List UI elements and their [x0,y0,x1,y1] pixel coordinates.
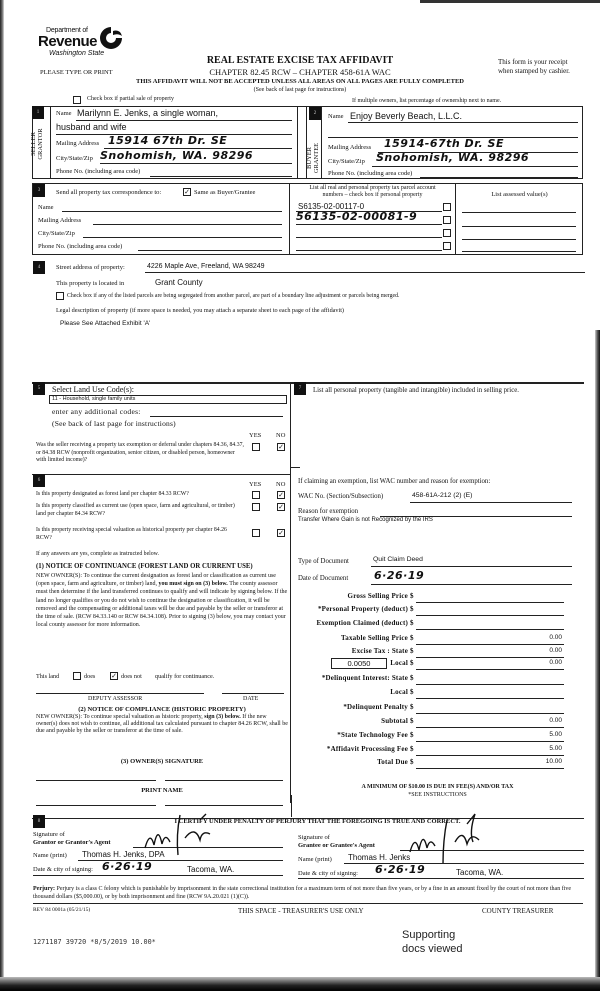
fee-label: Exemption Claimed (deduct) [316,619,408,627]
land-use-select[interactable]: 11 - Household, single family units [49,395,287,404]
doc-date-label: Date of Document [298,575,349,582]
section-1-badge: 1 [32,106,44,119]
section-5-yes-header: YES [249,432,262,439]
parcel-personal-checkbox-3[interactable] [443,229,451,237]
dollar-sign: $ [410,674,414,682]
buyer-name-field[interactable]: Enjoy Beverly Beach, L.L.C. [350,111,463,121]
grantee-signature-scribble [405,812,495,867]
notice-compliance-text-a: NEW OWNER(S): To continue special valuation as historic property, [36,714,205,720]
minimum-due-note: A MINIMUM OF $10.00 IS DUE IN FEE(S) AND/OR TAX [361,784,514,790]
logo-line1: Department of [46,27,88,34]
print-name-label: PRINT NAME [141,787,183,794]
assessed-value-3[interactable] [462,239,576,240]
does-label: does [84,673,96,680]
exemption-yes-checkbox[interactable] [252,443,260,451]
scan-edge-left [0,0,4,991]
section-2-badge: 2 [309,107,321,120]
seller-city-field[interactable]: Snohomish, WA. 98296 [100,149,254,162]
dollar-sign: $ [410,731,414,739]
county-field[interactable]: Grant County [155,278,203,287]
parcel-header-line2: numbers – check box if personal property [322,192,423,198]
section-5-badge: 5 [33,382,45,395]
seller-label-divider [50,106,51,179]
assessor-date-line[interactable] [222,693,284,694]
buyer-city-line [372,166,578,167]
treasurer-stamp: 1271187 39720 *8/5/2019 10.00* [33,938,156,946]
left-column-border [290,383,291,803]
section-5-no-header: NO [276,432,286,439]
reason-field[interactable]: Transfer Where Gain is not Recognized by the IRS [298,517,433,523]
dollar-sign: $ [410,592,414,600]
owner-signature-line-2[interactable] [165,780,283,781]
assessed-value-2[interactable] [462,226,576,227]
buyer-name-label: Name [328,113,344,120]
doc-type-line [371,566,572,567]
reason-label: Reason for exemption [298,508,359,515]
section-7-top-line [290,382,584,384]
perjury-notice [33,885,578,901]
county-treasurer-label: COUNTY TREASURER [482,907,554,915]
buyer-city-field[interactable]: Snohomish, WA. 98296 [376,151,530,164]
seller-city-label: City/State/Zip [56,155,93,162]
wac-line [410,502,572,503]
notice-compliance-text-bold: sign (3) below. [204,714,241,720]
deputy-assessor-signature-line[interactable] [36,693,204,694]
notice-continuance-title: (1) NOTICE OF CONTINUANCE (FOREST LAND OR CURRENT USE) [36,563,253,570]
parcel-personal-checkbox-2[interactable] [443,216,451,224]
dollar-sign: $ [410,703,414,711]
segregated-parcels-checkbox[interactable] [56,292,64,300]
doc-type-label: Type of Document [298,558,349,565]
section-3-badge: 3 [33,184,45,197]
fee-value[interactable] [416,619,564,630]
footer-divider [33,903,583,904]
seller-name-field[interactable]: Marilynn E. Jenks, a single woman, [77,108,219,118]
street-address-label: Street address of property: [56,264,125,271]
section-6-yes-header: YES [249,481,262,488]
additional-codes-field[interactable] [150,416,283,417]
dor-swirl-logo-icon [98,25,124,51]
correspondence-mailing-label: Mailing Address [38,217,82,224]
seller-phone-label: Phone No. (including area code) [56,168,141,175]
exemption-no-checkbox[interactable]: ✓ [278,443,284,451]
grantee-date-field[interactable]: 6·26·19 [375,863,426,876]
fee-row-exemption-claimed [300,619,580,631]
perjury-text: Perjury is a class C felony which is punishable by imprisonment in the state correctional institution for a maximum term of not more than five years, or by a fine in an amount fixed by the court of not more than five thousand dollars ($5,000.00), or by both imprisonment and fine (RCW 9A.20.021 (1)(C)). [33,886,572,900]
segregated-parcels-label: Check box if any of the listed parcels are being segregated from another parcel, are part of a boundary line adjustment or parcels being merged. [67,293,400,299]
correspondence-name-label: Name [38,204,54,211]
dollar-sign: $ [410,688,414,696]
grantee-label: GRANTEE [313,142,320,174]
this-land-label: This land [36,673,60,680]
forest-land-no-checkbox[interactable]: ✓ [278,491,284,499]
scan-edge-right [595,330,600,991]
does-not-qualify-checkbox[interactable]: ✓ [111,672,117,680]
forest-land-question: Is this property designated as forest land per chapter 84.33 RCW? [36,491,189,497]
send-correspondence-label: Send all property tax correspondence to: [56,189,162,196]
parcel-number-2[interactable]: 56135-02-00081-9 [296,210,418,223]
forest-land-yes-checkbox[interactable] [252,491,260,499]
notice-continuance-text-a: NEW OWNER(S): To continue the current designation as forest land or classification as current use (open space, farm and agriculture, or timber) land, [36,573,276,588]
section-6-badge: 6 [33,474,45,487]
fee-label: *State Technology Fee [337,731,408,739]
notice-continuance-body [36,572,288,629]
buyer-phone-field[interactable] [420,177,578,178]
personal-property-label: List all personal property (tangible and intangible) included in selling price. [313,387,519,394]
supporting-docs-stamp-2: docs viewed [402,943,463,955]
current-use-question: Is this property classified as current use (open space, farm and agricultural, or timber) land per chapter 84.34 RCW? [36,503,235,517]
seller-label: SELLER [30,132,37,156]
same-as-buyer-label: Same as Buyer/Grantee [194,189,256,196]
fee-value[interactable]: 0.00 [416,647,564,658]
additional-codes-label: enter any additional codes: [52,407,141,416]
scan-edge-bottom [0,977,600,991]
fee-label: *Affidavit Processing Fee [326,745,408,753]
fee-label: Taxable Selling Price [341,634,408,642]
fee-row-delinquent-interest-local [300,688,580,700]
logo-line3: Washington State [49,50,105,57]
historical-no-checkbox[interactable]: ✓ [278,529,284,537]
dollar-sign: $ [410,619,414,627]
section-8-badge: 8 [33,815,45,828]
grantor-date-field[interactable]: 6·26·19 [102,860,153,873]
parcel-personal-checkbox-4[interactable] [443,242,451,250]
doc-date-line [371,584,572,585]
doc-date-field[interactable]: 6·26·19 [374,569,425,582]
scan-edge-top [420,0,600,3]
assessed-value-1[interactable] [462,212,576,213]
correspondence-phone-field[interactable] [138,250,282,251]
legal-description-field[interactable]: Please See Attached Exhibit 'A' [60,320,151,327]
parcel-number-1[interactable]: S6135-02-00117-0 [298,202,365,211]
doc-type-field[interactable]: Quit Claim Deed [373,556,423,563]
fee-row-total-due [300,758,580,770]
grantor-name-label: Name (print) [33,852,67,859]
see-instructions-note: *SEE INSTRUCTIONS [408,792,467,798]
historical-question: Is this property receiving special valuation as historical property per chapter 84.26 RCW? [36,527,227,541]
seller-name-field-2[interactable]: husband and wife [56,122,127,132]
if-yes-note: If any answers are yes, complete as instructed below. [36,551,159,557]
correspondence-city-field[interactable] [83,237,282,238]
correspondence-phone-label: Phone No. (including area code) [38,243,123,250]
historical-yes-checkbox[interactable] [252,529,260,537]
buyer-label: BUYER [306,146,313,170]
fee-value[interactable] [416,674,564,685]
multiple-owners-note: If multiple owners, list percentage of ownership next to name. [352,98,502,104]
correspondence-mailing-field[interactable] [93,224,282,225]
logo-line2: Revenue [38,33,98,50]
owner-signature-label: (3) OWNER(S) SIGNATURE [120,758,204,765]
seller-name-label: Name [56,110,72,117]
section-5-see-back: (See back of last page for instructions) [52,419,176,428]
grantor-signature-label-1: Signature of [33,831,65,838]
local-rate-box[interactable]: 0.0050 [331,658,387,669]
grantee-name-label: Name (print) [298,856,332,863]
fee-row-excise-tax-local [300,659,580,671]
fee-label: *Personal Property (deduct) [317,605,408,613]
dollar-sign: $ [410,745,414,753]
form-title: REAL ESTATE EXCISE TAX AFFIDAVIT [206,55,394,66]
parcel-line-4[interactable] [296,250,442,251]
fee-row-affidavit-processing-fee [300,745,580,757]
buyer-side-label [306,138,322,178]
current-use-no-checkbox[interactable]: ✓ [278,503,284,511]
fee-value[interactable]: 10.00 [416,758,564,769]
fee-label: Total Due [377,758,408,766]
street-address-field[interactable]: 4226 Maple Ave, Freeland, WA 98249 [147,263,265,270]
partial-sale-label: Check box if partial sale of property [87,96,174,102]
fee-row-state-technology-fee [300,731,580,743]
section-5-top-line [32,382,290,384]
fee-value[interactable] [416,605,564,616]
parcel-line-3[interactable] [296,237,442,238]
fee-value[interactable]: 5.00 [416,731,564,742]
buyer-city-label: City/State/Zip [328,158,365,165]
print-name-line-2[interactable] [165,805,283,806]
section-1-2-divider [297,106,298,179]
seller-mailing-label: Mailing Address [56,140,100,147]
buyer-phone-label: Phone No. (including area code) [328,170,413,177]
grantee-city-field[interactable]: Tacoma, WA. [456,868,504,877]
see-back-note: (See back of last page for instructions) [253,87,347,93]
grantor-date-label: Date & city of signing: [33,866,93,873]
section-7-badge: 7 [294,382,306,395]
partial-sale-checkbox[interactable] [73,96,81,104]
print-name-line-1[interactable] [36,805,156,806]
fee-label: Subtotal [381,717,408,725]
form-subtitle: CHAPTER 82.45 RCW – CHAPTER 458-61A WAC [209,67,391,77]
grantee-date-label: Date & city of signing: [298,870,358,877]
buyer-mailing-label: Mailing Address [328,144,372,151]
dollar-sign: $ [410,758,414,766]
seller-city-line [100,163,292,164]
grantor-date-line [33,875,283,876]
buyer-mailing-field[interactable]: 15914-67th Dr. SE [384,137,504,150]
supporting-docs-stamp-1: Supporting [402,929,456,941]
exemption-question: Was the seller receiving a property tax exemption or deferral under chapters 84.36, 84.37, or 84.38 RCW (nonprofit organization, senior citizen, or disabled person, homeowner with limited income)? [36,442,244,463]
parcel-header [290,185,455,199]
correspondence-city-label: City/State/Zip [38,230,75,237]
grantor-signature-label-2: Grantor or Grantor's Agent [33,839,111,846]
parcel-line-2 [296,224,442,225]
grantor-label: GRANTOR [37,128,44,160]
fee-row-gross-selling-price [300,592,580,604]
treasurer-space-label: THIS SPACE - TREASURER'S USE ONLY [238,907,364,915]
grantee-signature-label-2: Grantee or Grantee's Agent [298,842,375,849]
qualify-label: qualify for continuance. [155,673,215,680]
fee-value[interactable] [416,703,564,714]
notice-continuance-text-bold: you must sign on (3) below. [158,581,228,588]
dor-logo [38,27,133,61]
fee-label: Local [390,688,408,696]
seller-phone-field[interactable] [150,176,292,177]
fee-row-subtotal [300,717,580,729]
notice-compliance-title: (2) NOTICE OF COMPLIANCE (HISTORIC PROPERTY) [78,706,246,713]
notice-compliance-body [36,714,288,736]
dollar-sign: $ [410,647,414,655]
owner-signature-line-1[interactable] [36,780,156,781]
receipt-note-2: when stamped by cashier. [498,67,570,75]
grantor-name-field[interactable]: Thomas H. Jenks, DPA [82,850,165,859]
grantee-name-field[interactable]: Thomas H. Jenks [348,853,411,862]
dollar-sign: $ [410,659,414,667]
seller-name-line [76,120,292,121]
legal-description-label: Legal description of property (if more space is needed, you may attach a separate sheet to each page of the affidavit) [56,307,344,314]
grantee-signature-label-1: Signature of [298,834,330,841]
county-label: This property is located in [56,280,125,287]
certify-statement: I CERTIFY UNDER PENALTY OF PERJURY THAT THE FOREGOING IS TRUE AND CORRECT. [174,818,461,825]
fee-row-taxable-selling-price [300,634,580,646]
fee-value[interactable]: 0.00 [416,717,564,728]
street-address-line [145,272,585,273]
wac-label: WAC No. (Section/Subsection) [298,493,384,500]
correspondence-name-field[interactable] [62,211,282,212]
personal-property-divider [290,467,300,468]
section-6-no-header: NO [276,481,286,488]
deputy-assessor-label: DEPUTY ASSESSOR [88,696,143,702]
acceptance-warning: THIS AFFIDAVIT WILL NOT BE ACCEPTED UNLESS ALL AREAS ON ALL PAGES ARE FULLY COMPLETED [136,78,464,85]
dollar-sign: $ [410,717,414,725]
does-not-label: does not [121,673,142,680]
section-4-badge: 4 [33,261,45,274]
grantor-city-field[interactable]: Tacoma, WA. [187,865,235,874]
fee-value[interactable]: 5.00 [416,745,564,756]
parcel-header-line1: List all real and personal property tax parcel account [309,185,436,191]
perjury-title: Perjury: [33,886,55,892]
assessor-date-label: DATE [243,696,259,702]
assessed-value-4[interactable] [462,251,576,252]
wac-field[interactable]: 458-61A-212 (2) (E) [412,492,473,499]
please-type-label: PLEASE TYPE OR PRINT [40,69,113,76]
fee-label: Local [390,659,408,667]
fee-row-delinquent-interest-state [300,674,580,686]
dollar-sign: $ [410,605,414,613]
section-6-top-line [32,474,290,475]
fee-value[interactable] [416,592,564,603]
notice-continuance-text-b: The county assessor must then determine if the land transferred continues to qualify and will indicate by signing below. If the land no longer qualifies or you do not wish to continue the designation or classification, it will be removed and the compensating or additional taxes will be due and payable by the seller or transferor at the time of sale. (RCW 84.33.140 or RCW 84.34.108). Prior to signing (3) below, you may contact your local county assessor for more information. [36,581,288,629]
fee-label: *Delinquent Penalty [343,703,408,711]
fee-value[interactable]: 0.00 [416,659,564,670]
notice-compliance-text-b: If the new owner(s) does not wish to continue, all additional tax calculated pursuant to chapter 84.26 RCW, shall be due and payable by the seller or transferor at the time of sale. [36,714,288,735]
exemption-claim-label: If claiming an exemption, list WAC number and reason for exemption: [298,478,491,485]
form-number: REV 84 0001a (05/21/15) [33,907,91,913]
does-qualify-checkbox[interactable] [73,672,81,680]
section-8-divider [291,795,292,817]
seller-mailing-field[interactable]: 15914 67th Dr. SE [108,134,228,147]
fee-label: Excise Tax : State [351,647,408,655]
fee-value[interactable]: 0.00 [416,634,564,645]
buyer-name-line [348,122,578,123]
grantee-date-line [298,878,584,879]
fee-row-delinquent-penalty [300,703,580,715]
dollar-sign: $ [410,634,414,642]
fee-row-personal-property [300,605,580,617]
land-use-label: Select Land Use Code(s): [52,385,134,394]
fee-label: *Delinquent Interest: State [321,674,408,682]
fee-value[interactable] [416,688,564,699]
current-use-yes-checkbox[interactable] [252,503,260,511]
assessed-header: List assessed value(s) [491,191,548,198]
parcel-personal-checkbox-1[interactable] [443,203,451,211]
same-as-buyer-checkbox[interactable]: ✓ [184,188,190,196]
receipt-note-1: This form is your receipt [498,58,568,66]
fee-label: Gross Selling Price [347,592,408,600]
seller-side-label [30,124,46,164]
